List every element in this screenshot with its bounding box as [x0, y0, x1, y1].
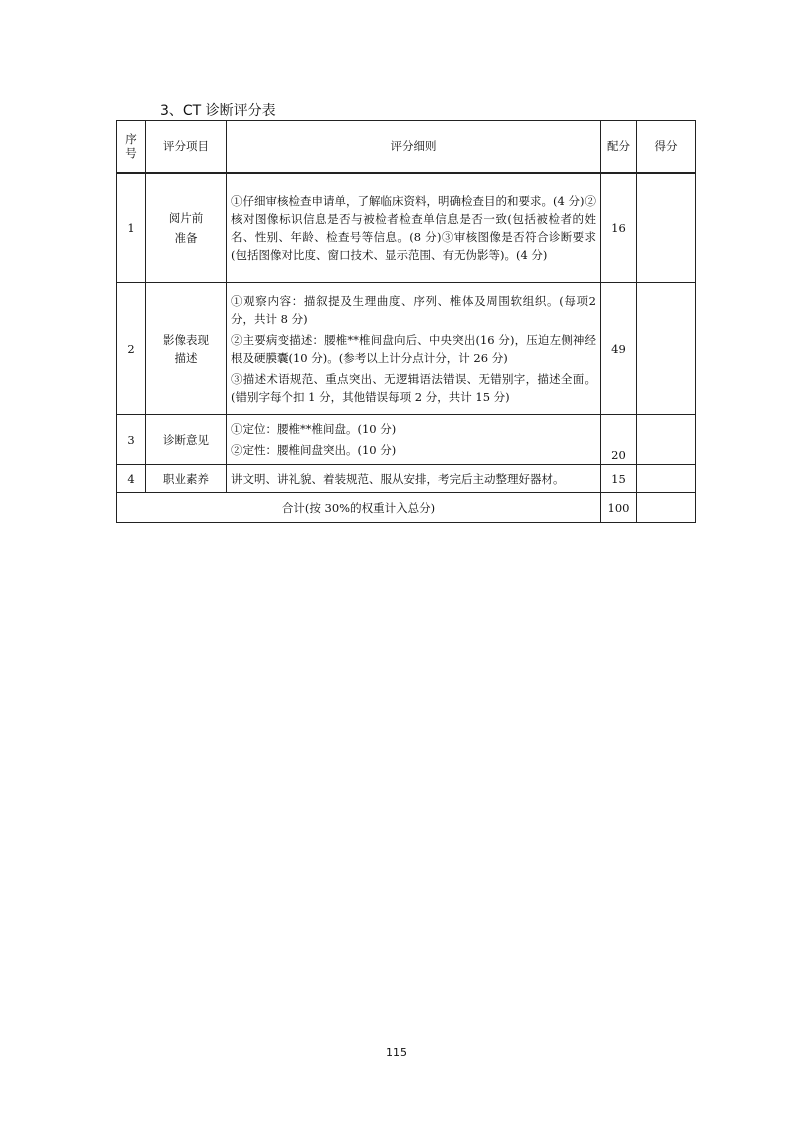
row-score: [637, 283, 696, 415]
row-detail: [227, 173, 601, 283]
table-row: [117, 465, 696, 493]
total-row: [117, 493, 696, 523]
row-points: 20: [601, 415, 637, 465]
row-item: 诊断意见: [146, 415, 227, 465]
row-detail: [227, 465, 601, 493]
total-points: 100: [601, 493, 637, 523]
row-detail: [227, 415, 601, 465]
row-score: [637, 173, 696, 283]
detail-paragraph: ③描述术语规范、重点突出、无逻辑语法错误、无错别字，描述全面。(错别字每个扣 1 分，其他错误每项 2 分，共计 15 分): [231, 371, 596, 404]
row-detail: [227, 283, 601, 415]
row-no: 2: [117, 283, 146, 415]
header-no: 序号: [117, 121, 146, 173]
header-item: 评分项目: [146, 121, 227, 173]
header-points: 配分: [601, 121, 637, 173]
table-row: [117, 173, 696, 283]
row-score: [637, 465, 696, 493]
row-no: 1: [117, 173, 146, 283]
row-no: 4: [117, 465, 146, 493]
total-label: 合计(按 30%的权重计入总分): [117, 493, 601, 523]
detail-paragraph: ①定位：腰椎**椎间盘。(10 分): [231, 422, 397, 436]
row-item-label: 阅片前准备: [168, 210, 204, 245]
row-score: [637, 415, 696, 465]
detail-paragraph: ②主要病变描述：腰椎**椎间盘向后、中央突出(16 分)，压迫左侧神经根及硬膜囊(10 分)。(参考以上计分点计分，计 26 分): [231, 332, 596, 365]
row-item: 职业素养: [146, 465, 227, 493]
header-detail: 评分细则: [227, 121, 601, 173]
detail-paragraph: 讲文明、讲礼貌、着装规范、服从安排，考完后主动整理好器材。: [231, 471, 565, 486]
detail-paragraph: ②定性：腰椎间盘突出。(10 分): [231, 443, 397, 457]
page-number: 115: [386, 1046, 407, 1059]
row-item: [146, 173, 227, 283]
table-row: [117, 415, 696, 465]
row-no: 3: [117, 415, 146, 465]
row-points: 16: [601, 173, 637, 283]
row-points: 15: [601, 465, 637, 493]
table-header-row: [117, 121, 696, 173]
total-score: [637, 493, 696, 523]
detail-paragraph: ①仔细审核检查申请单，了解临床资料，明确检查目的和要求。(4 分)②核对图像标识信息是否与被检者检查单信息是否一致(包括被检者的姓名、性别、年龄、检查号等信息。(8 分)③审核图像是否符合诊断要求(包括图像对比度、窗口技术、显示范围、有无伪影等)。(4 分): [231, 193, 596, 262]
ct-scoring-table: [116, 120, 696, 523]
row-item: [146, 283, 227, 415]
row-item-label: 影像表现描述: [163, 332, 209, 365]
header-score: 得分: [637, 121, 696, 173]
table-row: [117, 283, 696, 415]
row-points: 49: [601, 283, 637, 415]
detail-paragraph: ①观察内容：描叙提及生理曲度、序列、椎体及周围软组织。(每项2分，共计 8 分): [231, 293, 596, 326]
section-title: 3、CT 诊断评分表: [160, 103, 276, 119]
